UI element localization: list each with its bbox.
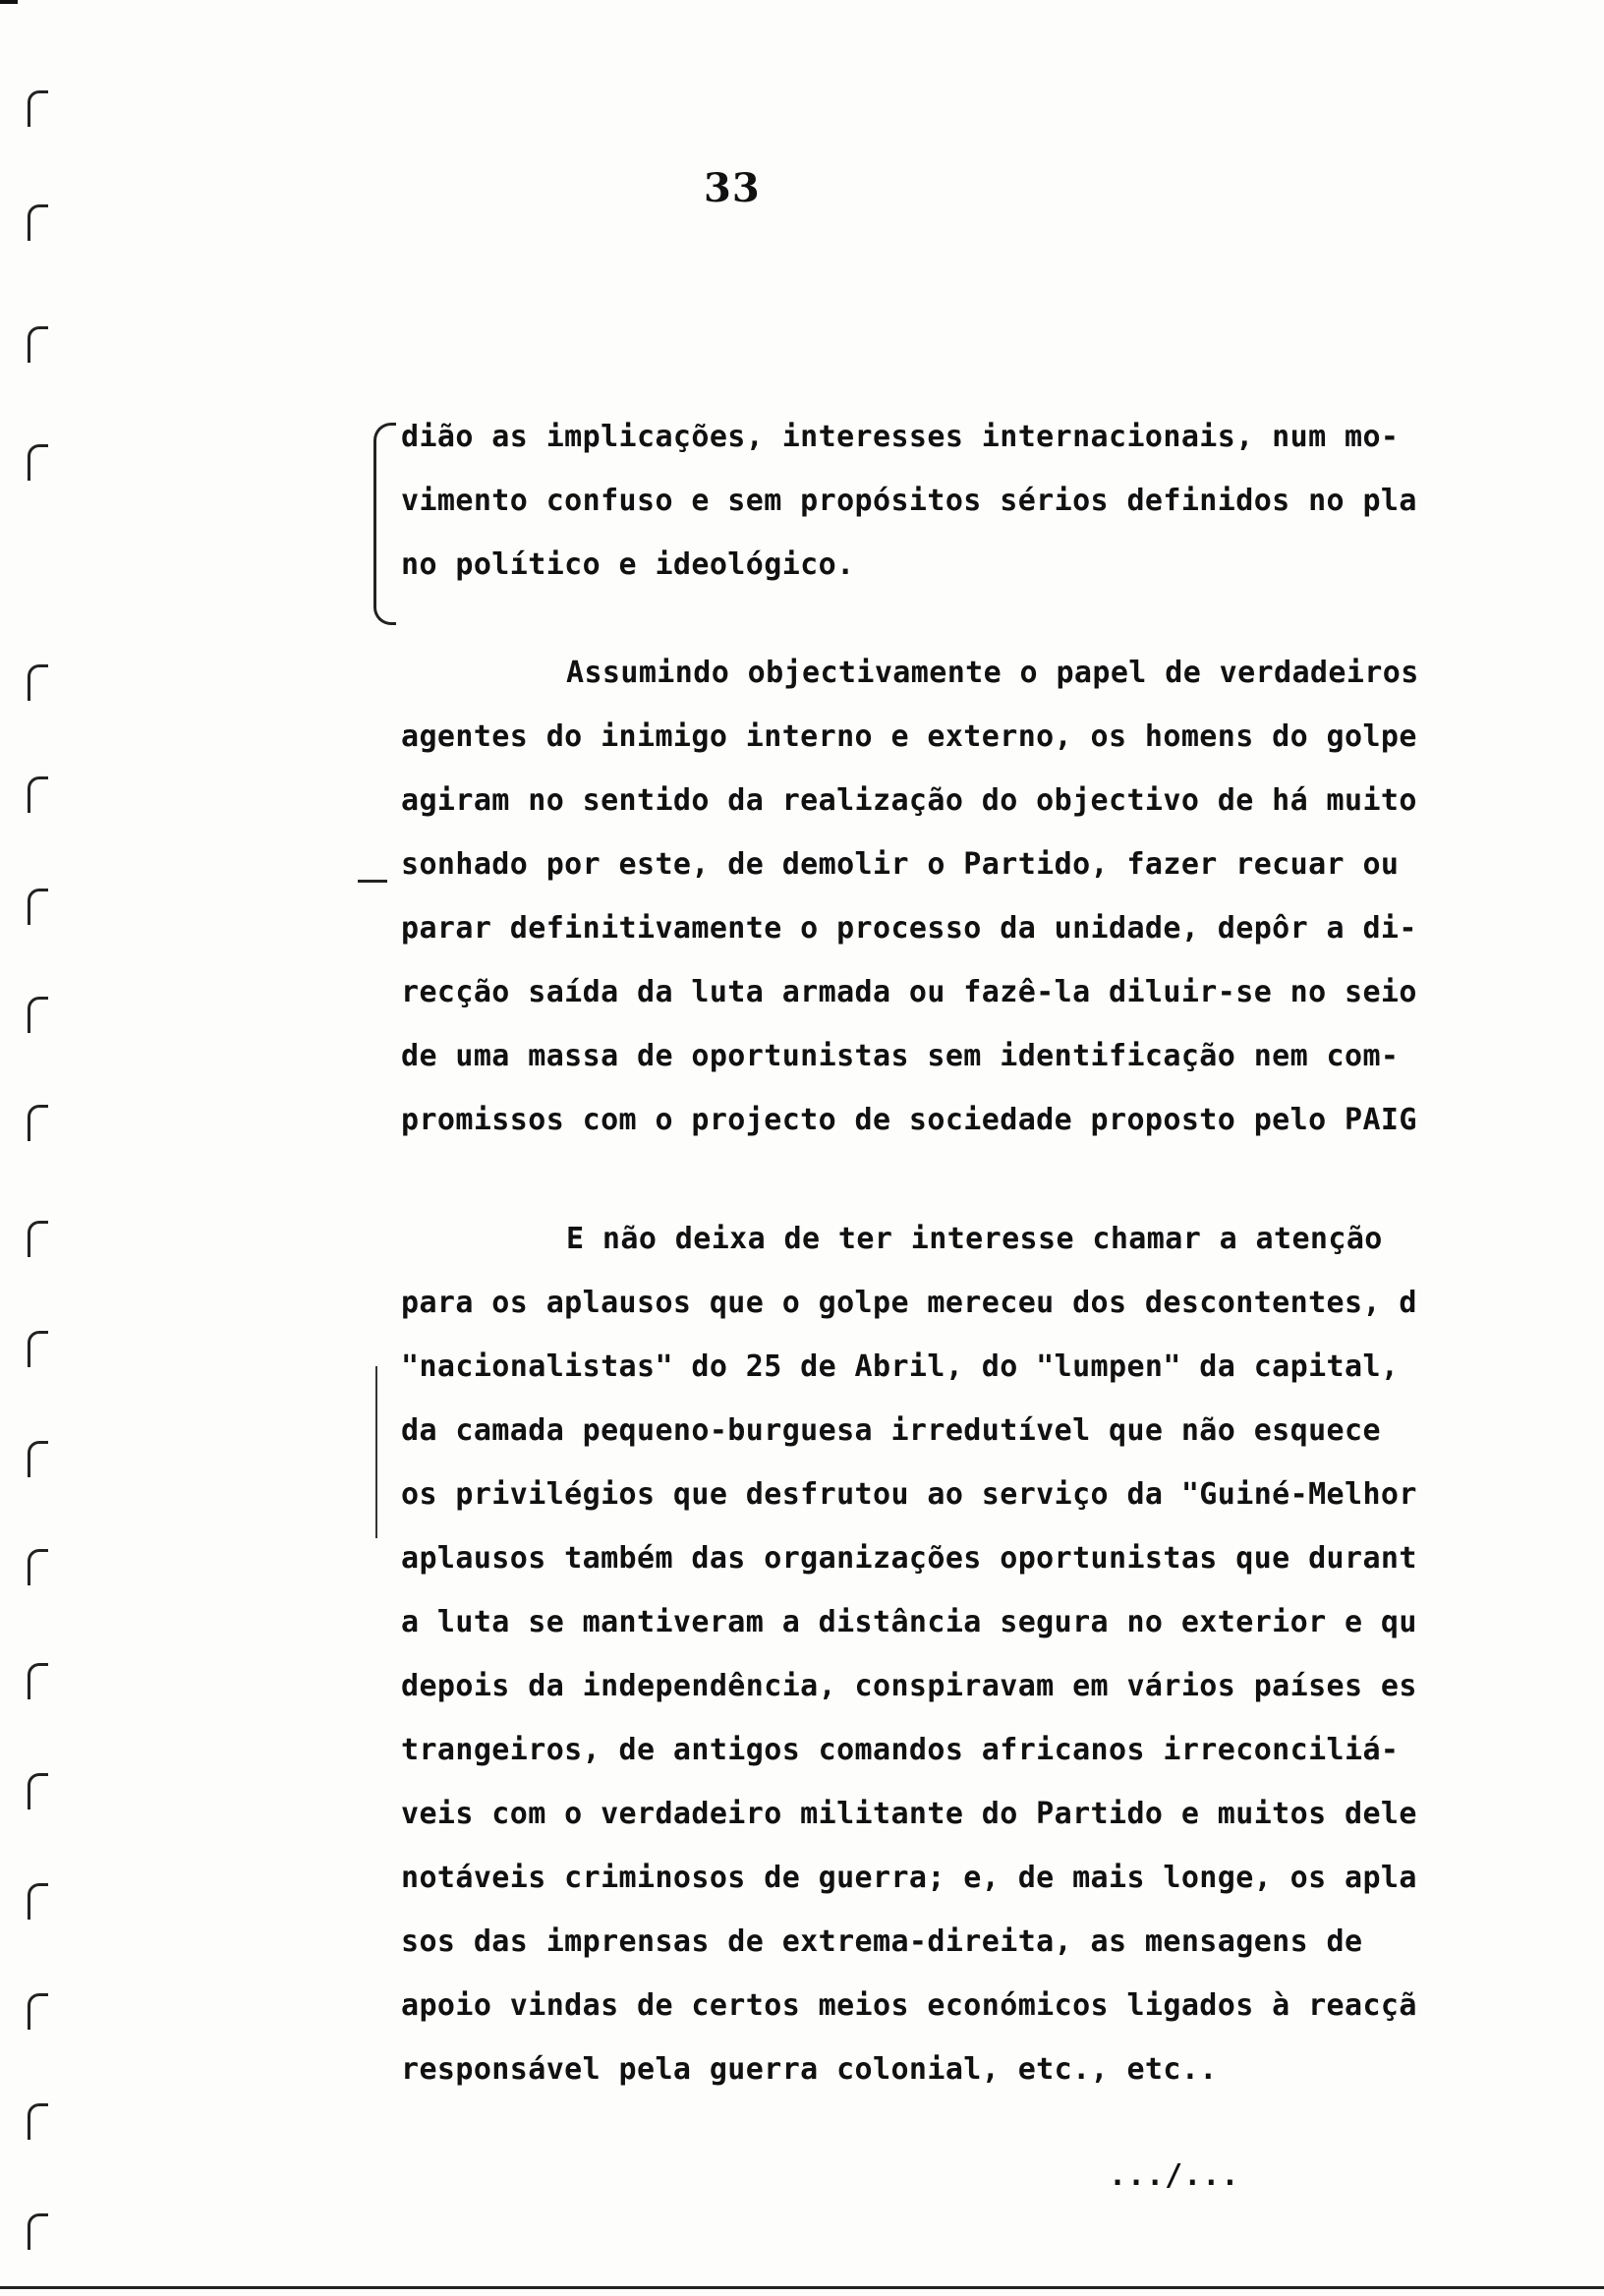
text-line: agiram no sentido da realização do objectivo de há muito [401,783,1417,818]
binder-ring [28,1221,48,1257]
binder-ring [28,997,48,1033]
text-line: "nacionalistas" do 25 de Abril, do "lumpen" da capital, [401,1349,1400,1384]
text-line: sos das imprensas de extrema-direita, as mensagens de [401,1924,1363,1959]
continuation-mark: .../... [1109,2158,1240,2193]
text-line: Assumindo objectivamente o papel de verdadeiros [566,656,1419,690]
handwritten-bracket [373,423,396,625]
page-number: 33 [704,165,761,211]
text-line: trangeiros, de antigos comandos africanos irreconciliá- [401,1733,1400,1767]
text-line: os privilégios que desfrutou ao serviço da "Guiné-Melhor [401,1477,1417,1512]
text-line: veis com o verdadeiro militante do Partido e muitos dele [401,1797,1417,1831]
binder-ring [28,2103,48,2140]
text-line: sonhado por este, de demolir o Partido, fazer recuar ou [401,847,1400,882]
handwritten-dash-mark [358,880,387,883]
binder-ring [28,2213,48,2250]
text-line: de uma massa de oportunistas sem identificação nem com- [401,1039,1400,1073]
binder-ring [28,889,48,925]
paragraph-2 [401,641,1521,1152]
text-line: vimento confuso e sem propósitos sérios definidos no pla [401,484,1417,518]
binder-ring [28,664,48,701]
binder-ring [28,204,48,241]
scan-bottom-edge [0,2286,1604,2289]
text-line: para os aplausos que o golpe mereceu dos descontentes, d [401,1286,1417,1320]
binder-ring [28,1331,48,1367]
binder-ring [28,1663,48,1699]
scan-corner-mark [0,0,18,4]
text-line: parar definitivamente o processo da unidade, depôr a di- [401,911,1417,946]
binder-ring [28,1549,48,1585]
text-line: notáveis criminosos de guerra; e, de mais longe, os apla [401,1861,1417,1895]
text-line: responsável pela guerra colonial, etc., etc.. [401,2052,1218,2087]
binder-ring [28,1883,48,1920]
paragraph-1 [401,405,1521,597]
text-line: da camada pequeno-burguesa irredutível que não esquece [401,1413,1381,1448]
text-line: no político e ideológico. [401,547,855,582]
binder-ring [28,1773,48,1809]
binder-ring [28,326,48,363]
binder-ring [28,1105,48,1141]
text-line: depois da independência, conspiravam em vários países es [401,1669,1417,1703]
text-line: E não deixa de ter interesse chamar a atenção [566,1222,1383,1256]
text-line: dião as implicações, interesses internacionais, num mo- [401,420,1400,454]
binder-ring [28,444,48,481]
binder-ring [28,776,48,813]
binder-ring [28,90,48,127]
text-line: promissos com o projecto de sociedade proposto pelo PAIG [401,1103,1417,1137]
binder-ring-marks [28,0,57,2296]
handwritten-margin-line [375,1366,377,1538]
text-line: agentes do inimigo interno e externo, os homens do golpe [401,719,1417,754]
binder-ring [28,1441,48,1477]
paragraph-3 [401,1207,1521,2101]
text-line: aplausos também das organizações oportunistas que durant [401,1541,1417,1576]
text-line: a luta se mantiveram a distância segura no exterior e qu [401,1605,1417,1639]
text-line: apoio vindas de certos meios económicos ligados à reacçã [401,1988,1417,2023]
binder-ring [28,1993,48,2030]
text-line: recção saída da luta armada ou fazê-la diluir-se no seio [401,975,1417,1009]
